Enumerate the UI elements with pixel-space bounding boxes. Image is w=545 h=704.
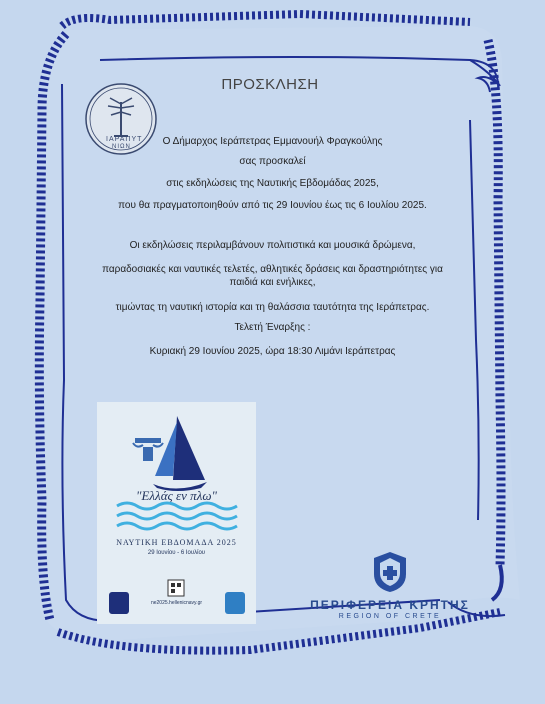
naval-week-poster: [97, 402, 256, 624]
poster-motto: "Ελλάς εν πλω": [136, 488, 217, 503]
poster-dates: 29 Ιουνίου - 6 Ιουλίου: [147, 550, 206, 556]
invitation-line: που θα πραγματοποιηθούν από τις 29 Ιουνίου έως τις 6 Ιουλίου 2025.: [118, 200, 427, 211]
coin-inscription-top: ΙΑΡΑΠΥΤ: [106, 136, 143, 143]
region-subtitle: REGION OF CRETE: [338, 613, 442, 620]
invitation-line: Κυριακή 29 Ιουνίου 2025, ώρα 18:30 Λιμάνι Ιεράπετρας: [149, 346, 396, 357]
invitation-line: παραδοσιακές και ναυτικές τελετές, αθλητικές δράσεις και δραστηριότητες για: [102, 264, 443, 275]
coin-inscription-bottom: ΝΙΩΝ: [112, 144, 131, 150]
invitation-line: Ο Δήμαρχος Ιεράπετρας Εμμανουήλ Φραγκούλης: [162, 136, 383, 147]
poster-website: ne2025.hellenicnavy.gr: [150, 600, 203, 606]
invitation-title: ΠΡΟΣΚΛΗΣΗ: [221, 76, 319, 93]
invitation-line: Οι εκδηλώσεις περιλαμβάνουν πολιτιστικά και μουσικά δρώμενα,: [129, 240, 416, 251]
invitation-line: τιμώντας τη ναυτική ιστορία και τη θαλάσσια ταυτότητα της Ιεράπετρας.: [115, 302, 430, 313]
invitation-line: παιδιά και ενήλικες,: [229, 277, 316, 288]
region-emblem-icon: [370, 550, 410, 594]
invitation-line: Τελετή Έναρξης :: [234, 322, 311, 333]
invitation-line: στις εκδηλώσεις της Ναυτικής Εβδομάδας 2025,: [166, 178, 379, 189]
poster-heading: ΝΑΥΤΙΚΗ ΕΒΔΟΜΑΔΑ 2025: [116, 538, 237, 547]
region-name: ΠΕΡΙΦΕΡΕΙΑ ΚΡΗΤΗΣ: [310, 598, 470, 612]
invitation-line: σας προσκαλεί: [239, 156, 306, 167]
